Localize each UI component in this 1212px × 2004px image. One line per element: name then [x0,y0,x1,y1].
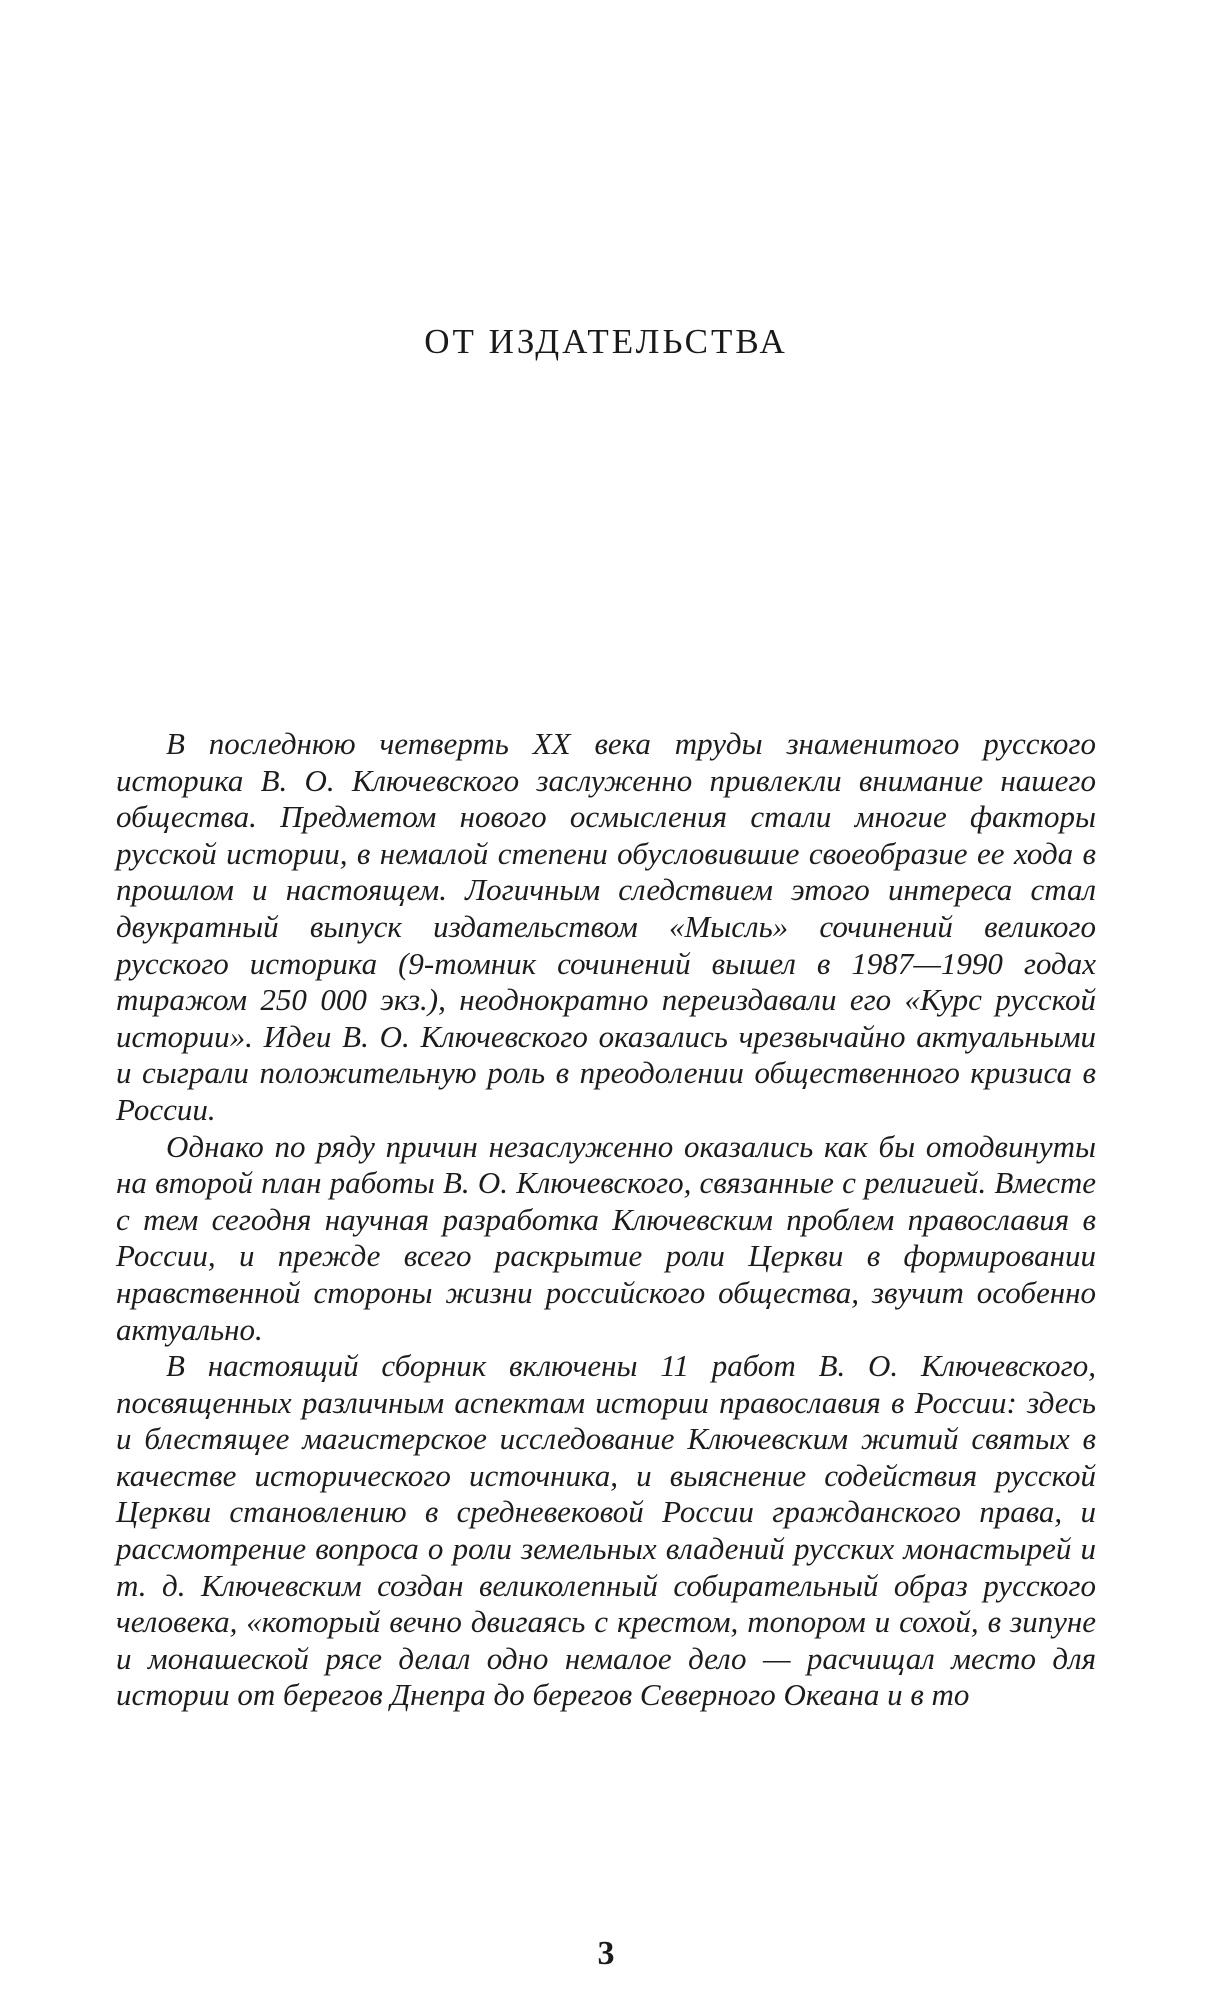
page-number: 3 [597,1935,615,1972]
paragraph-2: Однако по ряду причин незаслуженно оказались как бы отодвинуты на второй план работы В. О. Ключевского, связанные с религией. Вместе с тем сегодня научная разработка Ключевским проблем православия в России, и прежде всего раскрытие роли Церкви в формировании нравственной стороны жизни российского общества, звучит особенно актуально. [116,1128,1096,1347]
paragraph-1: В последнюю четверть XX века труды знаменитого русского историка В. О. Ключевского заслуженно привлекли внимание нашего общества. Предметом нового осмысления стали многие факторы русской истории, в немалой степени обусловившие своеобразие ее хода в прошлом и настоящем. Логичным следствием этого интереса стал двукратный выпуск издательством «Мысль» сочинений великого русского историка (9-томник сочинений вышел в 1987—1990 годах тиражом 250 000 экз.), неоднократно переиздавали его «Курс русской истории». Идеи В. О. Ключевского оказались чрезвычайно актуальными и сыграли положительную роль в преодолении общественного кризиса в России. [116,726,1096,1127]
paragraph-3: В настоящий сборник включены 11 работ В. О. Ключевского, посвященных различным аспектам истории православия в России: здесь и блестящее магистерское исследование Ключевским житий святых в качестве исторического источника, и выяснение содействия русской Церкви становлению в средневековой России гражданского права, и рассмотрение вопроса о роли земельных владений русских монастырей и т. д. Ключевским создан великолепный собирательный образ русского человека, «который вечно двигаясь с крестом, топором и сохой, в зипуне и монашеской рясе делал одно немалое дело — расчищал место для истории от берегов Днепра до берегов Северного Океана и в то [116,1348,1096,1713]
page-title: ОТ ИЗДАТЕЛЬСТВА [424,322,788,361]
body-text [116,726,1096,1714]
